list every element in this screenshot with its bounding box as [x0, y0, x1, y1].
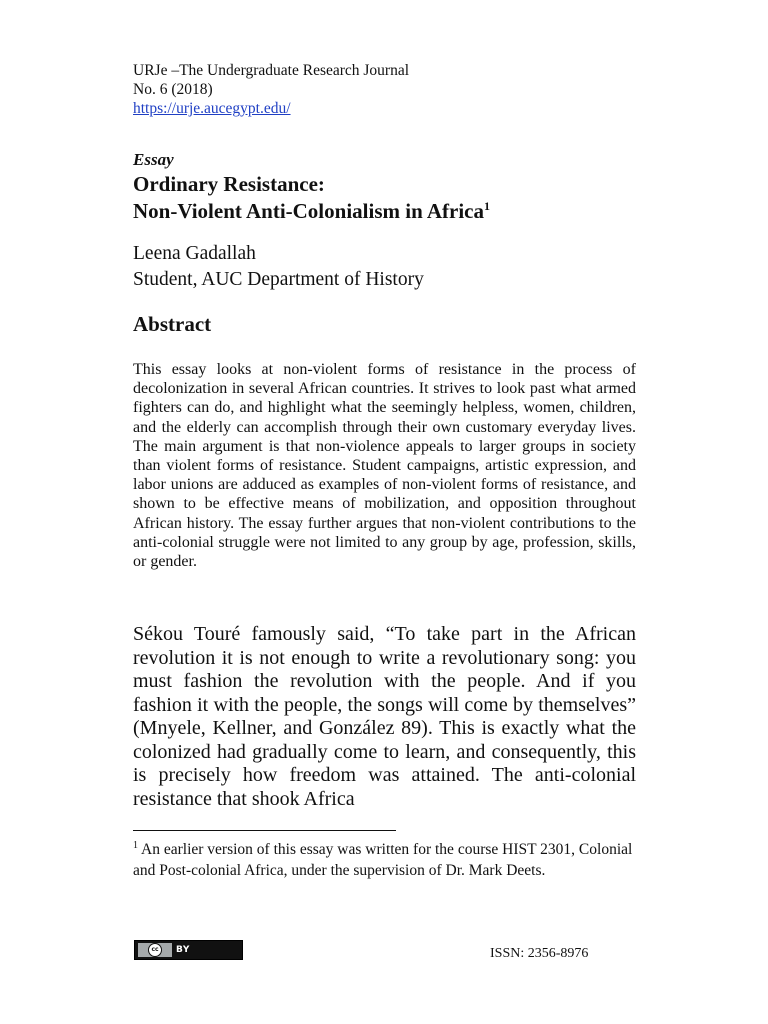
abstract-heading: Abstract: [133, 312, 212, 336]
journal-issue: No. 6 (2018): [133, 81, 213, 98]
footnote: [133, 839, 633, 881]
article-title-line1: Ordinary Resistance:: [133, 172, 325, 196]
article-type-label: Essay: [133, 150, 174, 169]
footnote-marker: 1: [133, 840, 138, 851]
cc-by-license-icon[interactable]: [134, 940, 243, 960]
article-title-line2: Non-Violent Anti-Colonialism in Africa: [133, 199, 484, 223]
abstract-text: This essay looks at non-violent forms of resistance in the process of decolonization in several African countries. It strives to look past what armed fighters can do, and highlight what the seemingly helpless, women, children, and the elderly can accomplish through their own customary everyday lives. The main argument is that non-violence appeals to larger groups in society than violent forms of resistance. Student campaigns, artistic expression, and labor unions are adduced as examples of non-violent forms of resistance, and shown to be effective means of mobilization, and opposition throughout African history. The essay further argues that non-violent contributions to the anti-colonial struggle were not limited to any group by age, profession, skills, or gender.: [133, 361, 636, 571]
journal-url-link[interactable]: https://urje.aucegypt.edu/: [133, 100, 291, 117]
footnote-divider: [133, 830, 396, 831]
author-block: [133, 241, 424, 293]
title-footnote-marker[interactable]: 1: [483, 199, 490, 213]
body-paragraph: Sékou Touré famously said, “To take part in the African revolution it is not enough to write a revolutionary song: you must fashion the revolution with the people. And if you fashion it with the people, the songs will come by themselves” (Mnyele, Kellner, and González 89). This is exactly what the colonized had gradually come to learn, and consequently, this is precisely how freedom was attained. The anti-colonial resistance that shook Africa: [133, 623, 636, 810]
journal-name: URJe –The Undergraduate Research Journal: [133, 62, 410, 79]
journal-header: [133, 61, 409, 118]
footnote-text: An earlier version of this essay was written for the course HIST 2301, Colonial and Post-colonial Africa, under the supervision of Dr. Mark Deets.: [133, 841, 633, 879]
cc-by-label: BY: [176, 945, 190, 955]
author-name: Leena Gadallah: [133, 243, 256, 264]
issn-number: ISSN: 2356-8976: [490, 946, 589, 961]
author-affiliation: Student, AUC Department of History: [133, 269, 424, 290]
cc-circle-icon: cc: [148, 943, 162, 957]
article-title: [133, 171, 490, 225]
cc-logo-block: [138, 943, 172, 957]
